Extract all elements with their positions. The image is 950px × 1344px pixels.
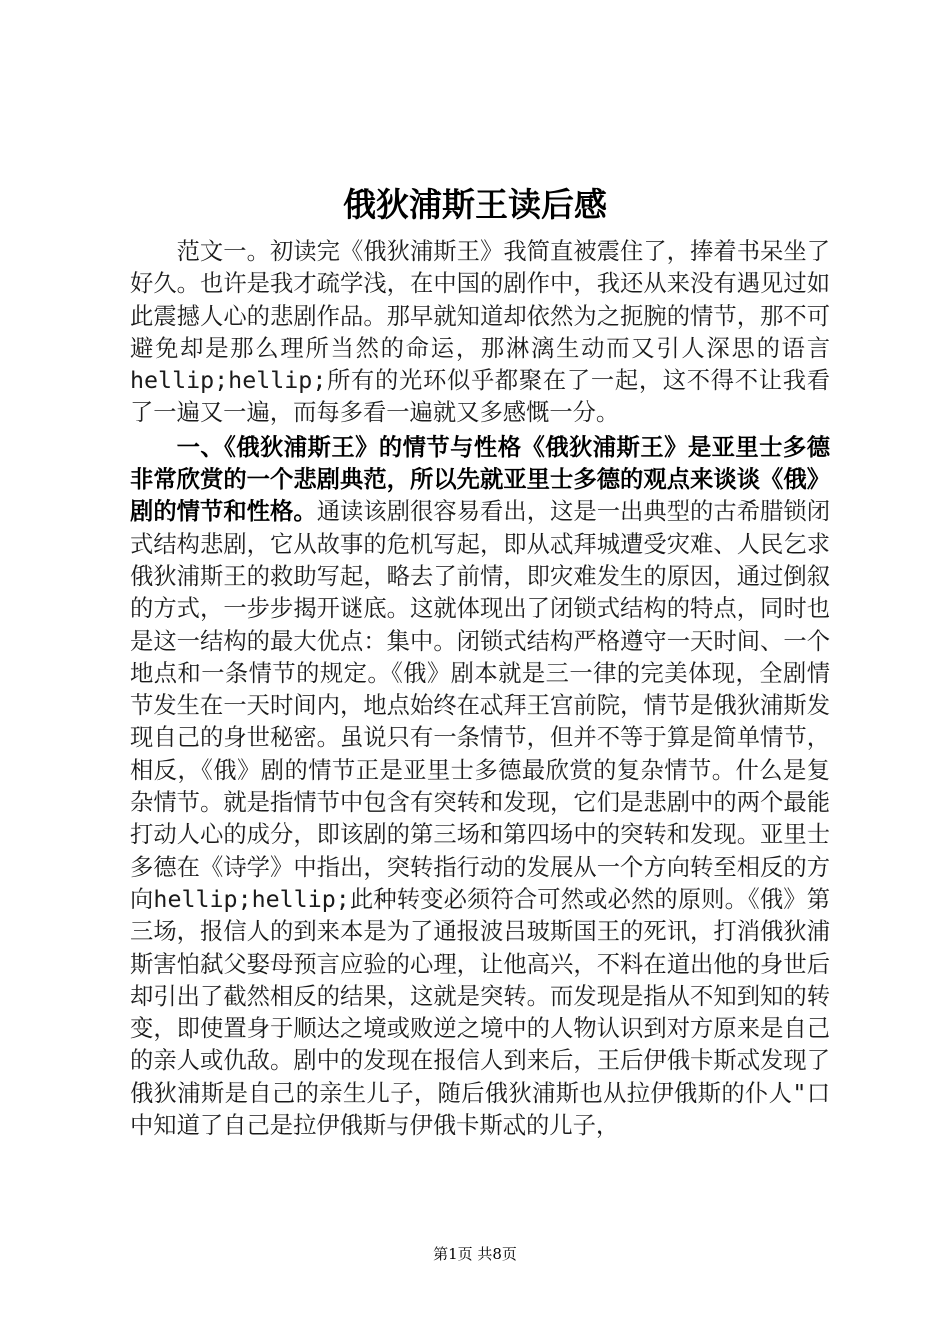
paragraph-body: 通读该剧很容易看出，这是一出典型的古希腊锁闭式结构悲剧，它从故事的危机写起，即从忒拜城遭受灾难、人民乞求俄狄浦斯王的救助写起，略去了前情，即灾难发生的原因，通过倒叙的方式，一步步揭开谜底。这就体现出了闭锁式结构的特点，同时也是这一结构的最大优点：集中。闭锁式结构严格遵守一天时间、一个地点和一条情节的规定。《俄》剧本就是三一律的完美体现，全剧情节发生在一天时间内，地点始终在忒拜王宫前院，情节是俄狄浦斯发现自己的身世秘密。虽说只有一条情节，但并不等于算是简单情节，相反，《俄》剧的情节正是亚里士多德最欣赏的复杂情节。什么是复杂情节。就是指情节中包含有突转和发现，它们是悲剧中的两个最能打动人心的成分，即该剧的第三场和第四场中的突转和发现。亚里士多德在《诗学》中指出，突转指行动的发展从一个方向转至相反的方向hellip;hellip;此种转变必须符合可然或必然的原则。《俄》第三场，报信人的到来本是为了通报波吕玻斯国王的死讯，打消俄狄浦斯害怕弑父娶母预言应验的心理，让他高兴，不料在道出他的身世后却引出了截然相反的结果，这就是突转。而发现是指从不知到知的转变，即使置身于顺达之境或败逆之境中的人物认识到对方原来是自己的亲人或仇敌。剧中的发现在报信人到来后，王后伊俄卡斯忒发现了俄狄浦斯是自己的亲生儿子，随后俄狄浦斯也从拉伊俄斯的仆人"口中知道了自己是拉伊俄斯与伊俄卡斯忒的儿子，	[130, 498, 831, 1140]
paragraph-plot-and-character	[130, 432, 830, 1143]
paragraph-intro: 范文一。初读完《俄狄浦斯王》我简直被震住了，捧着书呆坐了好久。也许是我才疏学浅，在中国的剧作中，我还从来没有遇见过如此震撼人心的悲剧作品。那早就知道却依然为之扼腕的情节，那不可避免却是那么理所当然的命运，那淋漓生动而又引人深思的语言hellip;hellip;所有的光环似乎都聚在了一起，这不得不让我看了一遍又一遍，而每多看一遍就又多感慨一分。	[130, 238, 830, 427]
document-title: 俄狄浦斯王读后感	[343, 185, 607, 224]
document-body	[130, 236, 830, 1142]
page-number: 第1页 共8页	[433, 1245, 517, 1263]
section-heading: 一、《俄狄浦斯王》的情节与性格《俄狄浦斯王》是亚里士多德非常欣赏的一个悲剧典范，所以先就亚里士多德的观点来谈谈《俄》剧的情节和性格。	[130, 433, 830, 526]
